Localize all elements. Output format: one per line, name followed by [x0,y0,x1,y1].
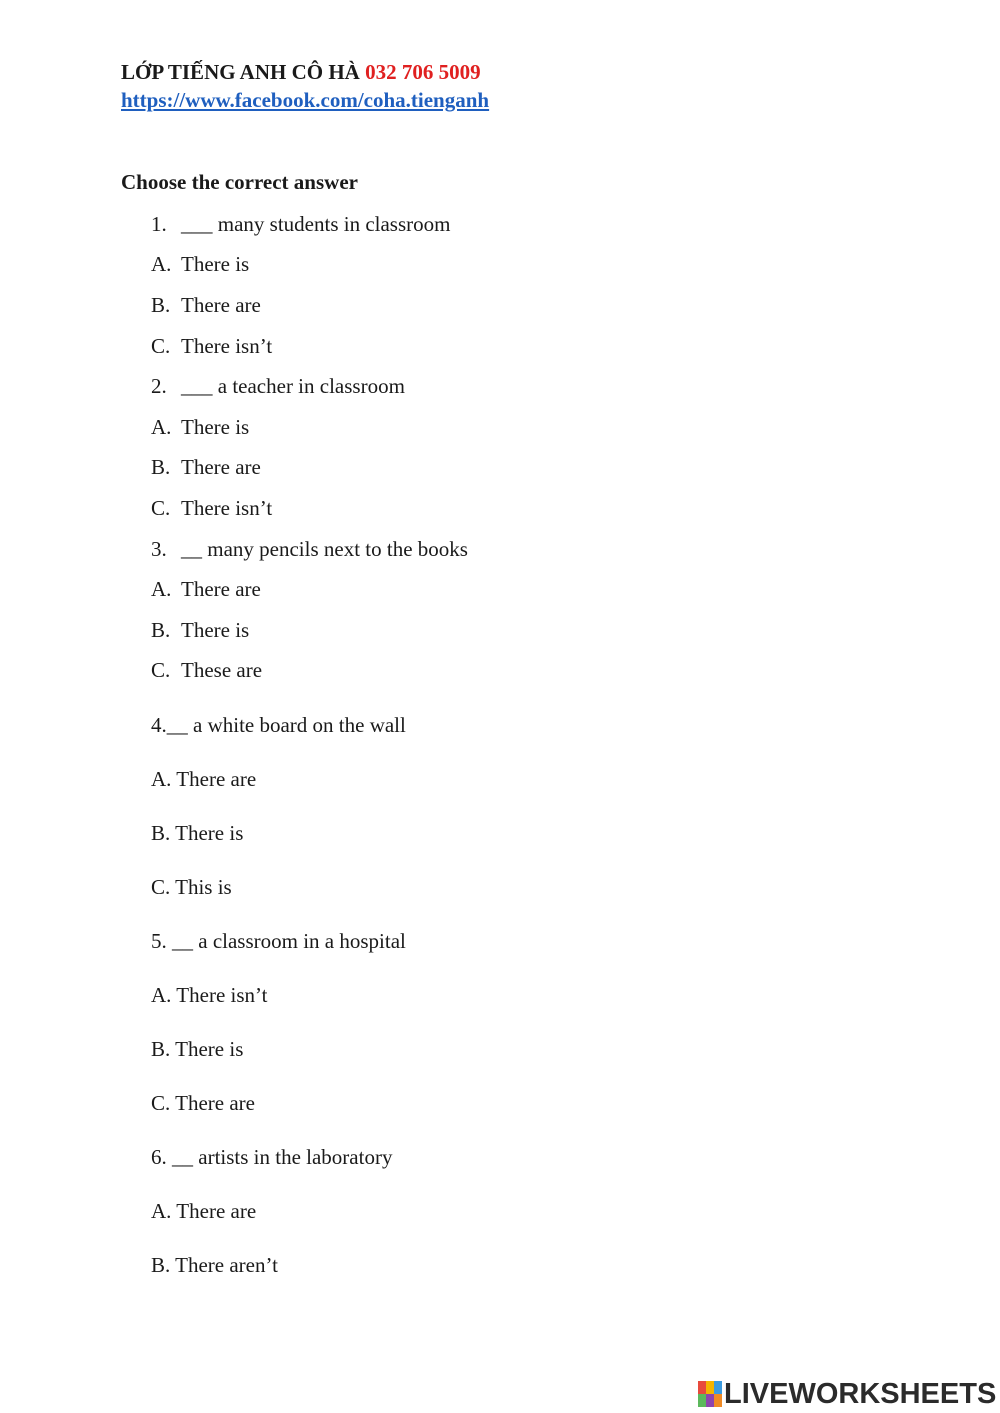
liveworksheets-logo-icon [698,1381,722,1407]
option-1a[interactable] [151,254,249,275]
option-text: There is [181,252,250,276]
option-6a[interactable] [151,1201,256,1222]
option-4b[interactable] [151,823,243,844]
option-letter: C. [151,1091,171,1115]
option-5b[interactable] [151,1039,243,1060]
facebook-link[interactable]: https://www.facebook.com/coha.tienganh [121,88,490,112]
option-text: There isn’t [181,334,273,358]
option-text: There aren’t [175,1253,278,1277]
question-text: __ a white board on the wall [166,713,406,737]
option-letter: C. [151,334,171,358]
question-3 [151,539,468,560]
option-text: There are [176,767,257,791]
option-text: There is [175,821,244,845]
option-letter: B. [151,821,171,845]
option-1b[interactable] [151,295,261,316]
option-text: This is [175,875,232,899]
option-text: There is [181,415,250,439]
option-letter: B. [151,455,171,479]
question-number: 1. [151,212,167,236]
option-letter: A. [151,577,172,601]
option-letter: C. [151,875,171,899]
question-1 [151,214,450,235]
question-text: ___ a teacher in classroom [181,374,405,398]
option-letter: A. [151,983,172,1007]
option-text: There are [176,1199,257,1223]
question-number: 5. [151,929,167,953]
option-letter: B. [151,618,171,642]
question-text: ___ many students in classroom [181,212,451,236]
option-letter: A. [151,767,172,791]
option-letter: B. [151,1037,171,1061]
option-text: There are [181,577,261,601]
option-text: There are [181,455,261,479]
option-text: There are [175,1091,255,1115]
question-4 [151,715,406,736]
question-5 [151,931,406,952]
option-6b[interactable] [151,1255,278,1276]
liveworksheets-watermark [698,1378,996,1410]
option-letter: C. [151,496,171,520]
instruction-heading: Choose the correct answer [121,170,358,194]
option-5a[interactable] [151,985,267,1006]
question-text: __ many pencils next to the books [181,537,468,561]
question-text: __ artists in the laboratory [172,1145,393,1169]
option-letter: B. [151,1253,171,1277]
option-2b[interactable] [151,457,261,478]
option-text: There are [181,293,261,317]
option-letter: A. [151,252,172,276]
option-5c[interactable] [151,1093,255,1114]
question-number: 3. [151,537,167,561]
option-3a[interactable] [151,579,261,600]
option-text: There is [181,618,250,642]
option-text: There isn’t [176,983,268,1007]
option-2c[interactable] [151,498,272,519]
option-letter: B. [151,293,171,317]
question-number: 4. [151,713,167,737]
option-letter: A. [151,1199,172,1223]
option-letter: C. [151,658,171,682]
option-2a[interactable] [151,417,249,438]
option-text: These are [181,658,263,682]
header-title-line [121,60,481,85]
option-letter: A. [151,415,172,439]
question-text: __ a classroom in a hospital [172,929,406,953]
option-1c[interactable] [151,336,272,357]
class-title: LỚP TIẾNG ANH CÔ HÀ [121,60,360,84]
question-number: 2. [151,374,167,398]
option-text: There is [175,1037,244,1061]
question-6 [151,1147,392,1168]
option-text: There isn’t [181,496,273,520]
option-4a[interactable] [151,769,256,790]
question-number: 6. [151,1145,167,1169]
question-2 [151,376,405,397]
option-4c[interactable] [151,877,232,898]
option-3c[interactable] [151,660,262,681]
phone-number: 032 706 5009 [365,60,481,84]
liveworksheets-logo-text: LIVEWORKSHEETS [724,1377,997,1410]
option-3b[interactable] [151,620,249,641]
